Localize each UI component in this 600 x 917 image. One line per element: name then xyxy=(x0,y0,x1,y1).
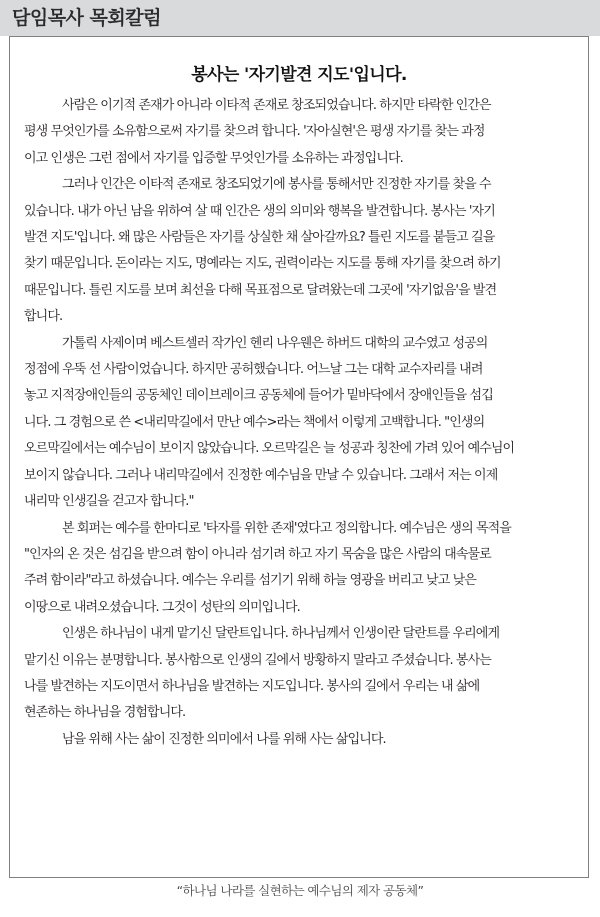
paragraph-line: 사람은 이기적 존재가 아니라 이타적 존재로 창조되었습니다. 하지만 타락한 인간은 xyxy=(62,98,491,113)
paragraph-line: 찾기 때문입니다. 돈이라는 지도, 명예라는 지도, 권력이라는 지도를 통해 자기를 찾으려 하기 xyxy=(24,256,501,272)
paragraph-line: 남을 위해 사는 삶이 진정한 의미에서 나를 위해 사는 삶입니다. xyxy=(62,731,386,747)
paragraph-line: 이땅으로 내려오셨습니다. 그것이 성탄의 의미입니다. xyxy=(24,599,300,615)
paragraph-line: 평생 무엇인가를 소유함으로써 자기를 찾으려 합니다. '자아실현'은 평생 자기를 찾는 과정 xyxy=(24,124,485,140)
paragraph-line: 내리막 인생길을 걷고자 합니다." xyxy=(24,494,194,510)
section-title: 담임목사 목회칼럼 xyxy=(12,7,161,29)
paragraph-line: 이고 인생은 그런 점에서 자기를 입증할 무엇인가를 소유하는 과정입니다. xyxy=(24,150,403,166)
paragraph-line: 오르막길에서는 예수님이 보이지 않았습니다. 오르막길은 늘 성공과 칭찬에 가려 있어 예수님이 xyxy=(24,441,515,457)
paragraph-line: 때문입니다. 틀린 지도를 보며 최선을 다해 목표점으로 달려왔는데 그곳에 '자기없음'을 발견 xyxy=(24,282,497,298)
paragraph-line: 합니다. xyxy=(24,309,63,325)
paragraph-line: 있습니다. 내가 아닌 남을 위하여 살 때 인간은 생의 의미와 행복을 발견합니다. 봉사는 '자기 xyxy=(24,203,495,219)
column-frame xyxy=(9,36,589,878)
paragraph-line: 맡기신 이유는 분명합니다. 봉사함으로 인생의 길에서 방황하지 말라고 주셨습니다. 봉사는 xyxy=(24,652,491,668)
paragraph-line: 현존하는 하나님을 경험합니다. xyxy=(24,705,186,721)
article-paragraph xyxy=(24,516,574,622)
column-header-bar xyxy=(0,0,600,36)
paragraph-line: 정점에 우뚝 선 사람이었습니다. 하지만 공허했습니다. 어느날 그는 대학 교수자리를 내려 xyxy=(24,362,483,378)
article-paragraph xyxy=(24,621,574,727)
church-slogan: “하나님 나라를 실현하는 예수님의 제자 공동체” xyxy=(176,883,424,898)
paragraph-line: 가톨릭 사제이며 베스트셀러 작가인 헨리 나우웬은 하버드 대학의 교수였고 성공의 xyxy=(62,335,488,351)
paragraph-line: 발견 지도'입니다. 왜 많은 사람들은 자기를 상실한 채 살아갈까요? 틀린 지도를 붙들고 길을 xyxy=(24,230,495,246)
article-paragraph xyxy=(24,172,574,330)
paragraph-line: 그러나 인간은 이타적 존재로 창조되었기에 봉사를 통해서만 진정한 자기를 찾을 수 xyxy=(62,177,491,193)
article-paragraph xyxy=(24,93,574,172)
paragraph-line: 니다. 그 경험으로 쓴 <내리막길에서 만난 예수>라는 책에서 이렇게 고백합니다. "인생의 xyxy=(24,414,485,430)
paragraph-line: 보이지 않습니다. 그러나 내리막길에서 진정한 예수님을 만날 수 있습니다. 그래서 저는 이제 xyxy=(24,467,498,483)
paragraph-line: "인자의 온 것은 섬김을 받으려 함이 아니라 섬기려 하고 자기 목숨을 많은 사람의 대속물로 xyxy=(24,546,491,562)
paragraph-line: 주려 함이라"라고 하셨습니다. 예수는 우리를 섬기기 위해 하늘 영광을 버리고 낮고 낮은 xyxy=(24,573,476,589)
article-title: 봉사는 '자기발견 지도'입니다. xyxy=(191,65,407,85)
article-paragraph xyxy=(24,331,574,516)
paragraph-line: 나를 발견하는 지도이면서 하나님을 발견하는 지도입니다. 봉사의 길에서 우리는 내 삶에 xyxy=(24,678,480,694)
article-paragraph xyxy=(24,727,574,753)
paragraph-line: 본 회퍼는 예수를 한마디로 '타자를 위한 존재'였다고 정의합니다. 예수님은 생의 목적을 xyxy=(62,520,511,536)
article-body xyxy=(24,93,574,753)
paragraph-line: 놓고 지적장애인들의 공동체인 데이브레이크 공동체에 들어가 밑바닥에서 장애인들을 섬깁 xyxy=(24,388,493,404)
paragraph-line: 인생은 하나님이 내게 맡기신 달란트입니다. 하나님께서 인생이란 달란트를 우리에게 xyxy=(62,626,500,642)
